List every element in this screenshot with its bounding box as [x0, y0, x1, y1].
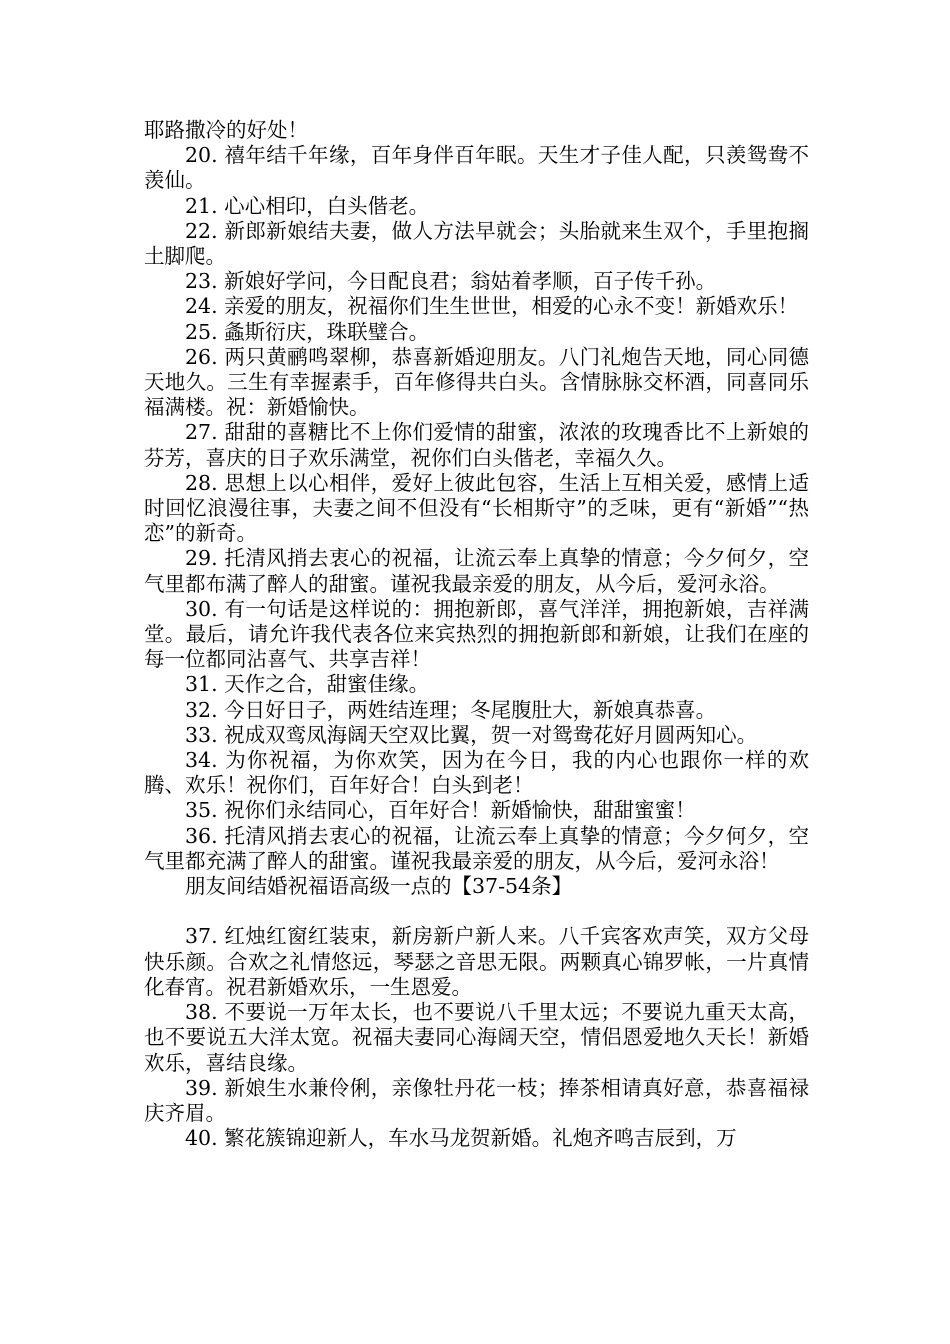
blank-line — [144, 899, 809, 924]
document-page — [144, 118, 809, 1151]
list-item: 38. 不要说一万年太长，也不要说八千里太远；不要说九重天太高，也不要说五大洋太宽。祝福夫妻同心海阔天空，情侣恩爱地久天长！新婚欢乐，喜结良缘。 — [144, 1000, 809, 1075]
list-item: 33. 祝成双鸾凤海阔天空双比翼，贺一对鸳鸯花好月圆两知心。 — [185, 722, 758, 747]
list-item: 31. 天作之合，甜蜜佳缘。 — [185, 672, 430, 697]
lead-line: 耶路撒冷的好处！ — [144, 118, 308, 142]
list-item: 40. 繁花簇锦迎新人，车水马龙贺新婚。礼炮齐鸣吉辰到，万 — [185, 1126, 737, 1151]
list-item: 35. 祝你们永结同心，百年好合！新婚愉快，甜甜蜜蜜！ — [185, 798, 696, 823]
list-item: 22. 新郎新娘结夫妻，做人方法早就会；头胎就来生双个，手里抱搁土脚爬。 — [144, 218, 809, 269]
list-item: 37. 红烛红窗红装束，新房新户新人来。八千宾客欢声笑，双方父母快乐颜。合欢之礼情悠远，琴瑟之音思无限。两颗真心锦罗帐，一片真情化春宵。祝君新婚欢乐，一生恩爱。 — [144, 924, 809, 999]
item-list-b — [144, 924, 809, 1151]
list-item: 24. 亲爱的朋友，祝福你们生生世世，相爱的心永不变！新婚欢乐！ — [185, 294, 799, 319]
list-item: 34. 为你祝福，为你欢笑，因为在今日，我的内心也跟你一样的欢腾、欢乐！祝你们，百年好合！白头到老！ — [144, 748, 809, 798]
list-item: 23. 新娘好学问，今日配良君；翁姑着孝顺，百子传千孙。 — [185, 269, 717, 294]
list-item: 21. 心心相印，白头偕老。 — [185, 193, 430, 218]
list-item: 25. 螽斯衍庆，珠联璧合。 — [185, 319, 430, 344]
list-item: 26. 两只黄鹂鸣翠柳，恭喜新婚迎朋友。八门礼炮告天地，同心同德天地久。三生有幸握素手，百年修得共白头。含情脉脉交杯酒，同喜同乐福满楼。祝：新婚愉快。 — [144, 344, 809, 420]
list-item: 30. 有一句话是这样说的：拥抱新郎，喜气洋洋，拥抱新娘，吉祥满堂。最后，请允许我代表各位来宾热烈的拥抱新郎和新娘，让我们在座的每一位都同沾喜气、共享吉祥！ — [144, 596, 809, 672]
list-item: 39. 新娘生水兼伶俐，亲像牡丹花一枝；捧茶相请真好意，恭喜福禄庆齐眉。 — [144, 1075, 809, 1125]
list-item: 36. 托清风捎去衷心的祝福，让流云奉上真挚的情意；今夕何夕，空气里都充满了醉人的甜蜜。谨祝我最亲爱的朋友，从今后，爱河永浴！ — [144, 823, 809, 873]
list-item: 29. 托清风捎去衷心的祝福，让流云奉上真挚的情意；今夕何夕，空气里都布满了醉人的甜蜜。谨祝我最亲爱的朋友，从今后，爱河永浴。 — [144, 546, 809, 596]
list-item: 28. 思想上以心相伴，爱好上彼此包容，生活上互相关爱，感情上适时回忆浪漫往事，夫妻之间不但没有“长相斯守”的乏味，更有“新婚”“热恋”的新奇。 — [144, 470, 809, 546]
item-list-a — [144, 143, 809, 874]
list-item: 27. 甜甜的喜糖比不上你们爱情的甜蜜，浓浓的玫瑰香比不上新娘的芬芳，喜庆的日子欢乐满堂，祝你们白头偕老，幸福久久。 — [144, 420, 809, 470]
list-item: 20. 禧年结千年缘，百年身伴百年眠。天生才子佳人配，只羡鸳鸯不羡仙。 — [144, 143, 809, 193]
list-item: 32. 今日好日子，两姓结连理；冬尾腹肚大，新娘真恭喜。 — [185, 697, 717, 722]
section-heading: 朋友间结婚祝福语高级一点的【37-54条】 — [185, 874, 573, 899]
